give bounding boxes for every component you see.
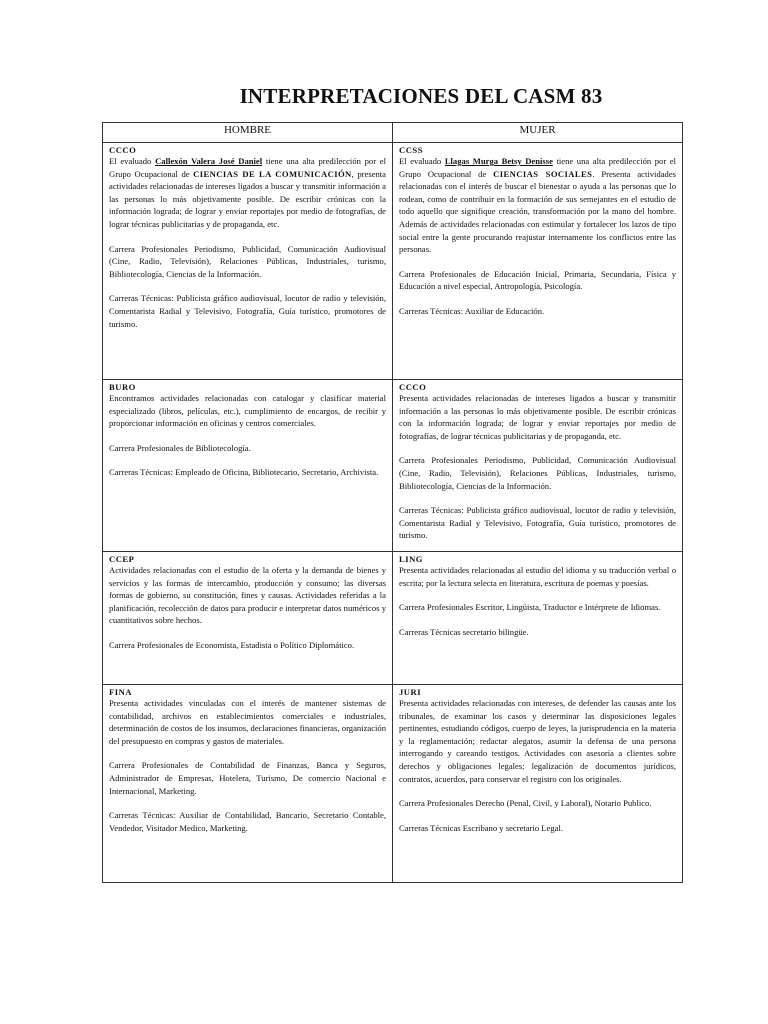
- interpretation-text: Presenta actividades relacionadas de intereses ligados a buscar y transmitir información a las personas lo más objetivamente posible. De escribir crónicas con la información lograda; de lograr y enviar reportajes por medio de fotografías, de lograr técnicas publicitarias y de propaganda, etc.: [399, 393, 676, 441]
- table-row: [103, 143, 683, 380]
- professional-careers: Carrera Profesionales de Contabilidad de Finanzas, Banca y Seguros, Administrador de Empresas, Hotelera, Turismo, De comercio Nacional e Internacional, Marketing.: [109, 760, 386, 796]
- interpretation-text: El evaluado Llagas Murga Betsy Denisse tiene una alta predilección por el Grupo Ocupacional de CIENCIAS SOCIALES. Presenta actividades relacionadas con el interés de buscar el bienestar o ayuda a las personas que lo rodean, como de contribuir en la formación de sus semejantes en el estudio de todo aquello que signifique creación, transformación por la mano del hombre. Además de actividades relacionadas con estimular y fortalecer los lazos de tipo social entre la gente procurando reajustar internamente los conflictos entre las personas.: [399, 156, 677, 255]
- table-row: [103, 380, 683, 552]
- area-code: CCCO: [109, 145, 137, 155]
- cell-mujer: [393, 552, 683, 685]
- professional-careers: Carrera Profesionales de Bibliotecología.: [109, 442, 251, 453]
- professional-careers: Carrera Profesionales de Educación Inicial, Primaria, Secundaria, Física y Educación a nivel especial, Antropología, Psicología.: [399, 268, 676, 292]
- technical-careers: Carreras Técnicas: Publicista gráfico audiovisual, locutor de radio y televisión, Comentarista Radial y Televisivo, Fotografía, Guía turístico, promotores de turismo.: [109, 293, 386, 329]
- header-mujer: MUJER: [393, 123, 683, 143]
- area-code: CCCO: [399, 382, 427, 392]
- header-hombre: HOMBRE: [103, 123, 393, 143]
- cell-mujer: [393, 685, 683, 883]
- professional-careers: Carrera Profesionales Derecho (Penal, Civil, y Laboral), Notario Publico.: [399, 798, 652, 809]
- technical-careers: Carreras Técnicas: Auxiliar de Educación.: [399, 305, 545, 316]
- table-row: [103, 552, 683, 685]
- cell-mujer: [393, 380, 683, 552]
- occupational-group: CIENCIAS SOCIALES: [493, 168, 593, 179]
- professional-careers: Carrera Profesionales de Economista, Estadista o Político Diplomático.: [109, 639, 355, 650]
- area-code: FINA: [109, 687, 133, 697]
- interpretation-text: Presenta actividades relacionadas al estudio del idioma y su traducción verbal o escrita; por la lectura selecta en literatura, escritura de poemas y poesías.: [399, 565, 676, 588]
- area-code: LING: [399, 554, 423, 564]
- evaluee-name: Llagas Murga Betsy Denisse: [444, 156, 553, 166]
- occupational-group: CIENCIAS DE LA COMUNICACIÓN: [193, 168, 352, 179]
- area-code: BURO: [109, 382, 136, 392]
- interpretation-text: Presenta actividades vinculadas con el interés de mantener sistemas de contabilidad, archivos en establecimientos comerciales e industriales, determinación de costos de los insumos, declaraciones financieras, organización del presupuesto en compras y gastos de materiales.: [109, 698, 386, 746]
- table-row: [103, 685, 683, 883]
- cell-hombre: [103, 552, 393, 685]
- page-title: INTERPRETACIONES DEL CASM 83: [239, 84, 603, 108]
- interpretation-text: El evaluado Callexón Valera José Daniel tiene una alta predilección por el Grupo Ocupacional de CIENCIAS DE LA COMUNICACIÓN, presenta actividades relacionadas de intereses ligados a buscar y transmitir información a las personas lo más objetivamente posible. De escribir crónicas con la información lograda; de lograr y enviar reportajes por medio de fotografías, de lograr técnicas publicitarias y de propaganda, etc.: [109, 156, 387, 229]
- table-header-row: [103, 123, 683, 143]
- area-code: CCSS: [399, 145, 423, 155]
- cell-hombre: [103, 380, 393, 552]
- cell-mujer: [393, 143, 683, 380]
- technical-careers: Carreras Técnicas secretario bilingüe.: [399, 626, 529, 637]
- technical-careers: Carreras Técnicas: Publicista gráfico audiovisual, locutor de radio y televisión, Comentarista Radial y Televisivo, Fotografía, Guía turístico, promotores de turismo.: [399, 505, 676, 541]
- area-code: JURI: [399, 687, 422, 697]
- technical-careers: Carreras Técnicas: Empleado de Oficina, Bibliotecario, Secretario, Archivista.: [109, 467, 379, 478]
- interpretation-text: Encontramos actividades relacionadas con catalogar y clasificar material especializado (libros, películas, etc.), cumplimiento de encargos, de recibir y proporcionar información en oficinas y centros comerciales.: [109, 393, 386, 429]
- technical-careers: Carreras Técnicas: Auxiliar de Contabilidad, Bancario, Secretario Contable, Vendedor, Visitador Medico, Marketing.: [109, 810, 386, 833]
- evaluee-name: Callexón Valera José Daniel: [155, 156, 263, 166]
- technical-careers: Carreras Técnicas Escribano y secretario Legal.: [399, 822, 563, 833]
- interpretation-text: Actividades relacionadas con el estudio de la oferta y la demanda de bienes y servicios y las formas de intercambio, producción y consumo; las diversas formas de gobierno, su constitución, fines y causas. Actividades referidas a la planificación, recolección de datos para producir e interpretar datos numéricos y cuantitativos sobre hechos.: [109, 565, 386, 626]
- interpretation-text: Presenta actividades relacionadas con intereses, de defender las causas ante los tribunales, de examinar los casos y determinar las disposiciones legales pertinentes, estudiando códigos, cuerpo de leyes, la jurisprudencia en la materia y la reglamentación; redactar alegatos, asumir la defensa de una persona interrogando y careando testigos. Actividades con asesoría a clientes sobre derechos y obligaciones legales; legalización de documentos jurídicos, contratos, acuerdos, para conservar el registro con los originales.: [399, 698, 676, 784]
- area-code: CCEP: [109, 554, 135, 564]
- cell-hombre: [103, 685, 393, 883]
- professional-careers: Carrera Profesionales Periodismo, Publicidad, Comunicación Audiovisual (Cine, Radio, Televisión), Relaciones Públicas, Industriales, turismo, Bibliotecología, Ciencias de la Información.: [399, 455, 676, 491]
- professional-careers: Carrera Profesionales Periodismo, Publicidad, Comunicación Audiovisual (Cine, Radio, Televisión), Relaciones Públicas, Industriales, turismo, Bibliotecología, Ciencias de la Información.: [109, 243, 386, 279]
- casm-table: [102, 122, 683, 883]
- professional-careers: Carrera Profesionales Escritor, Lingüista, Traductor e Intérprete de Idiomas.: [399, 602, 661, 613]
- cell-hombre: [103, 143, 393, 380]
